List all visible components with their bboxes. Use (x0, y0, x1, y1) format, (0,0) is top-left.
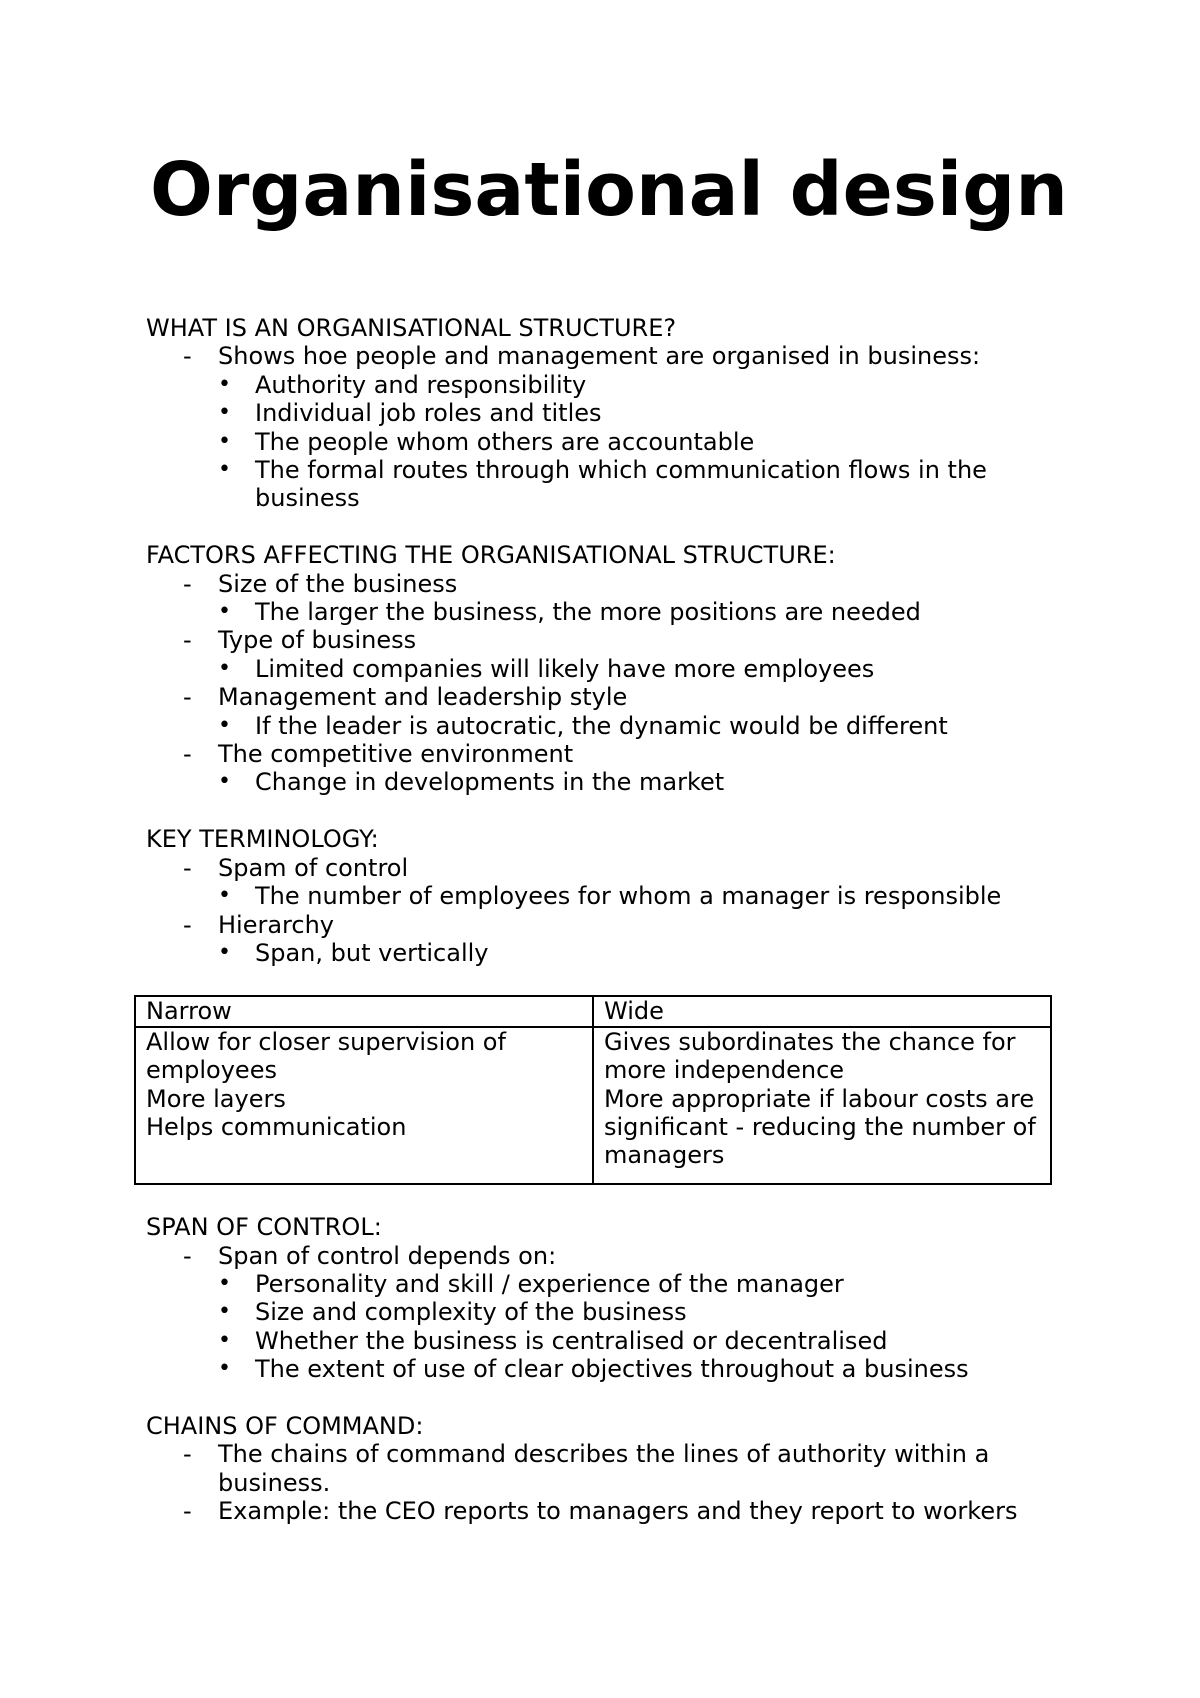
bullet-marker: • (218, 1356, 231, 1382)
dash-item-text: Size of the business (218, 569, 458, 598)
section-factors (146, 541, 1066, 797)
dash-item-text: Type of business (218, 626, 417, 655)
bullet-marker: • (218, 1270, 231, 1296)
blank-line (146, 1384, 1066, 1412)
table-cell-narrow (135, 1027, 593, 1184)
dash-item-text: Management and leadership style (218, 683, 628, 712)
span-comparison-table-wrapper (134, 995, 1052, 1184)
bullet-list-item (146, 768, 1066, 796)
dash-list-item (146, 1440, 1066, 1497)
bullet-item-text: Personality and skill / experience of the manager (255, 1269, 844, 1298)
table-cell-line: More appropriate if labour costs are significant - reducing the number of managers (604, 1084, 1036, 1170)
bullet-item-text: Span, but vertically (255, 938, 489, 967)
table-cell-line: Allow for closer supervision of employees (146, 1027, 506, 1085)
dash-item-text: Shows hoe people and management are organised in business: (218, 342, 981, 371)
section-span-of-control (146, 1213, 1066, 1383)
bullet-item-text: The extent of use of clear objectives throughout a business (255, 1355, 969, 1384)
dash-list-item (146, 854, 1066, 882)
bullet-list-item (146, 1355, 1066, 1383)
bullet-marker: • (218, 883, 231, 909)
dash-marker: - (183, 1497, 192, 1526)
bullet-list-item (146, 371, 1066, 399)
section-heading: KEY TERMINOLOGY: (146, 825, 379, 854)
dash-marker: - (183, 910, 192, 939)
bullet-marker: • (218, 371, 231, 397)
bullet-item-text: The people whom others are accountable (255, 427, 755, 456)
dash-item-text: Example: the CEO reports to managers and they report to workers (218, 1497, 1018, 1526)
dash-marker: - (183, 626, 192, 655)
bullet-marker: • (218, 1299, 231, 1325)
dash-list-item (146, 1497, 1066, 1525)
dash-marker: - (183, 853, 192, 882)
bullet-list-item (146, 1327, 1066, 1355)
bullet-item-text: If the leader is autocratic, the dynamic would be different (255, 711, 948, 740)
dash-list-item (146, 911, 1066, 939)
dash-item-text: The competitive environment (218, 740, 574, 769)
bullet-marker: • (218, 400, 231, 426)
bullet-list-item (146, 655, 1066, 683)
span-comparison-table (134, 995, 1052, 1184)
dash-item-text: The chains of command describes the lines of authority within a business. (218, 1440, 990, 1497)
dash-marker: - (183, 342, 192, 371)
dash-list-item (146, 570, 1066, 598)
bullet-item-text: The number of employees for whom a manager is responsible (255, 882, 1002, 911)
table-header-narrow: Narrow (135, 996, 593, 1026)
bullet-item-text: The larger the business, the more positions are needed (255, 598, 921, 627)
table-cell-wide (593, 1027, 1051, 1184)
dash-list-item (146, 740, 1066, 768)
bullet-item-text: The formal routes through which communication flows in the business (255, 456, 987, 513)
bullet-item-text: Whether the business is centralised or decentralised (255, 1326, 888, 1355)
table-header-wide: Wide (593, 996, 1051, 1026)
bullet-marker: • (218, 1327, 231, 1353)
table-cell-line: Gives subordinates the chance for more independence (604, 1027, 1016, 1085)
bullet-item-text: Change in developments in the market (255, 768, 725, 797)
bullet-list-item (146, 399, 1066, 427)
bullet-list-item (146, 939, 1066, 967)
bullet-list-item (146, 428, 1066, 456)
section-heading: SPAN OF CONTROL: (146, 1213, 382, 1242)
dash-item-text: Span of control depends on: (218, 1241, 557, 1270)
bullet-item-text: Limited companies will likely have more employees (255, 654, 875, 683)
bullet-marker: • (218, 655, 231, 681)
bullet-marker: • (218, 599, 231, 625)
dash-marker: - (183, 1440, 192, 1469)
table-row (135, 1027, 1051, 1184)
bullet-marker: • (218, 712, 231, 738)
bullet-item-text: Authority and responsibility (255, 370, 587, 399)
bullet-marker: • (218, 769, 231, 795)
bullet-list-item (146, 1270, 1066, 1298)
blank-line (146, 1185, 1066, 1213)
section-organisational-structure (146, 314, 1066, 513)
bullet-list-item (146, 598, 1066, 626)
table-cell-line: More layers (146, 1084, 286, 1113)
dash-marker: - (183, 740, 192, 769)
dash-list-item (146, 342, 1066, 370)
bullet-marker: • (218, 939, 231, 965)
table-cell-line: Helps communication (146, 1112, 407, 1141)
dash-list-item (146, 1242, 1066, 1270)
section-key-terminology (146, 825, 1066, 967)
dash-list-item (146, 683, 1066, 711)
dash-marker: - (183, 683, 192, 712)
bullet-marker: • (218, 457, 231, 483)
dash-list-item (146, 626, 1066, 654)
document-title: Organisational design (150, 147, 1068, 233)
dash-marker: - (183, 569, 192, 598)
bullet-item-text: Size and complexity of the business (255, 1298, 687, 1327)
section-heading: FACTORS AFFECTING THE ORGANISATIONAL STRUCTURE: (146, 541, 836, 570)
dash-item-text: Hierarchy (218, 910, 335, 939)
dash-marker: - (183, 1241, 192, 1270)
bullet-list-item (146, 1298, 1066, 1326)
table-header-row (135, 996, 1051, 1026)
bullet-list-item (146, 882, 1066, 910)
dash-item-text: Spam of control (218, 853, 409, 882)
blank-line (146, 797, 1066, 825)
document-body (146, 314, 1066, 1526)
bullet-list-item (146, 712, 1066, 740)
section-heading: CHAINS OF COMMAND: (146, 1411, 424, 1440)
bullet-list-item (146, 456, 1066, 513)
section-heading: WHAT IS AN ORGANISATIONAL STRUCTURE? (146, 314, 677, 342)
bullet-marker: • (218, 428, 231, 454)
blank-line (146, 513, 1066, 541)
section-chains-of-command (146, 1412, 1066, 1526)
bullet-item-text: Individual job roles and titles (255, 399, 602, 428)
